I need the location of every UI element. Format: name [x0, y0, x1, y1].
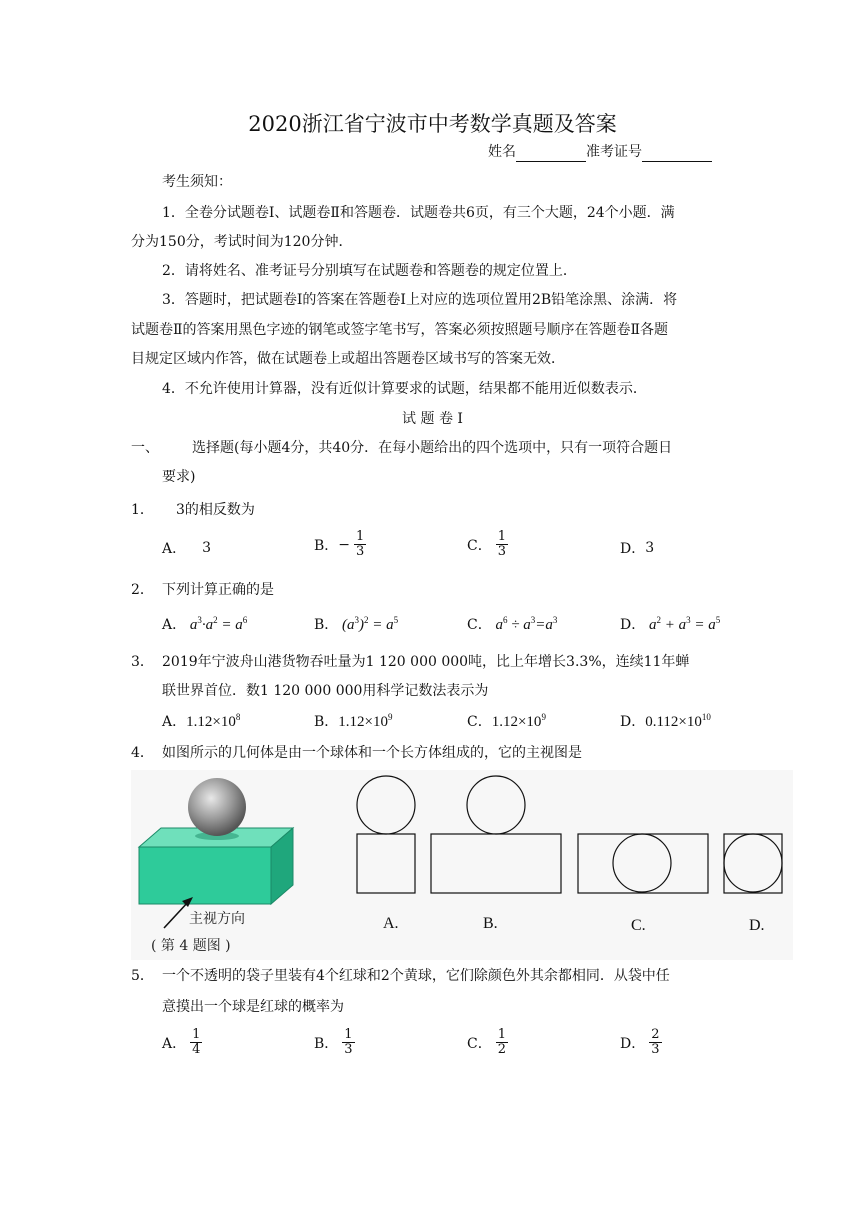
- option-c: [467, 711, 546, 731]
- option-label: B．: [314, 617, 339, 633]
- exponent: 8: [235, 711, 241, 722]
- option-b: [314, 1028, 355, 1057]
- option-value: [645, 712, 711, 731]
- direction-label: 主视方向: [189, 911, 245, 927]
- minus-sign: −: [338, 536, 351, 553]
- option-value: [492, 712, 546, 731]
- option-label: B．: [314, 1035, 339, 1052]
- option-c: [467, 530, 508, 559]
- option-b-label: B.: [483, 915, 498, 932]
- option-b: [314, 711, 393, 731]
- fraction: [354, 530, 366, 559]
- denominator: 3: [356, 544, 365, 559]
- option-label: C．: [467, 617, 492, 633]
- denominator: 2: [497, 1042, 506, 1057]
- option-a: [162, 711, 240, 731]
- option-d: [620, 1028, 662, 1057]
- exponent: 9: [388, 711, 393, 722]
- option-a: [162, 614, 247, 634]
- question-stem: 一个不透明的袋子里装有4个红球和2个黄球，它们除颜色外其余都相同．从袋中任: [162, 968, 670, 984]
- option-c: [467, 614, 557, 634]
- option-value: 3: [202, 540, 212, 556]
- option-label: B．: [314, 537, 339, 554]
- option-a: [162, 1028, 202, 1057]
- base: 1.12×10: [338, 713, 389, 730]
- name-blank: [516, 147, 586, 162]
- notice-line: 试题卷Ⅱ的答案用黑色字迹的钢笔或签字笔书写，答案必须按照题号顺序在答题卷Ⅱ各题: [131, 322, 669, 338]
- page-title: 2020浙江省宁波市中考数学真题及答案: [248, 112, 617, 136]
- id-label: 准考证号: [586, 144, 642, 160]
- denominator: 3: [651, 1042, 660, 1057]
- notice-line: 3．答题时，把试题卷Ⅰ的答案在答题卷Ⅰ上对应的选项位置用2B铅笔涂黑、涂满．将: [162, 292, 678, 308]
- fraction: [496, 1028, 508, 1057]
- question-stem: 2019年宁波舟山港货物吞吐量为1 120 000 000吨，比上年增长3.3%，连续11年蝉: [162, 654, 690, 670]
- notice-line: 分为150分，考试时间为120分钟．: [131, 234, 353, 250]
- option-a: [162, 538, 211, 558]
- base: 0.112×10: [645, 713, 702, 730]
- question-number: 4．: [131, 745, 154, 761]
- option-d: [620, 538, 654, 558]
- option-c: [467, 1028, 508, 1057]
- base: 1.12×10: [186, 713, 236, 730]
- fraction: [190, 1028, 202, 1057]
- option-label: A．: [162, 714, 187, 730]
- numerator: 1: [356, 529, 365, 544]
- option-c-label: C.: [631, 917, 646, 934]
- option-value: [338, 712, 392, 731]
- name-label: 姓名: [488, 144, 516, 160]
- fraction: [342, 1028, 354, 1057]
- option-label: A．: [162, 617, 187, 633]
- question-number: 2．: [131, 582, 154, 598]
- box-front-face: [139, 847, 271, 904]
- math-expression: $a^3\cdot a^2 = a^6$: [186, 614, 248, 633]
- option-value: [186, 712, 240, 731]
- option-value: 3: [645, 540, 655, 556]
- numerator: 1: [344, 1027, 353, 1042]
- option-label: C．: [467, 714, 492, 730]
- question-number: 5．: [131, 968, 154, 984]
- part-number: 一、: [131, 440, 159, 456]
- option-b: [314, 614, 398, 634]
- section-title: 试 题 卷 Ⅰ: [402, 411, 463, 427]
- option-d: [620, 614, 720, 634]
- option-d: [620, 711, 711, 731]
- candidate-info: [488, 142, 712, 162]
- question-stem: 联世界首位．数1 120 000 000用科学记数法表示为: [162, 683, 489, 699]
- numerator: 2: [651, 1027, 660, 1042]
- base: 1.12×10: [491, 713, 542, 730]
- sphere: [188, 778, 246, 836]
- option-a-label: A.: [383, 915, 399, 932]
- math-expression: $(a^3)^2 = a^5$: [338, 614, 399, 633]
- notice-line: 1．全卷分试题卷Ⅰ、试题卷Ⅱ和答题卷．试题卷共6页，有三个大题，24个小题．满: [162, 205, 675, 221]
- notice-heading: 考生须知：: [162, 174, 232, 190]
- question-number: 1．: [131, 502, 154, 518]
- option-label: A．: [162, 1035, 187, 1052]
- question-stem: 意摸出一个球是红球的概率为: [162, 999, 344, 1015]
- option-label: A．: [162, 541, 187, 557]
- numerator: 1: [497, 529, 506, 544]
- option-label: D．: [620, 714, 646, 730]
- option-b: [314, 530, 366, 559]
- figure-q4: [131, 770, 793, 960]
- math-expression: $a^2 + a^3 = a^5$: [645, 614, 721, 633]
- geometry-figure: [131, 770, 793, 960]
- question-stem: 如图所示的几何体是由一个球体和一个长方体组成的，它的主视图是: [162, 745, 582, 761]
- option-d-label: D.: [749, 917, 765, 934]
- option-label: D．: [620, 617, 646, 633]
- id-blank: [642, 147, 712, 162]
- denominator: 4: [192, 1042, 201, 1057]
- question-number: 3．: [131, 654, 154, 670]
- exponent: 10: [701, 711, 711, 722]
- math-expression: $a^6 \div a^3=a^3$: [491, 614, 558, 633]
- fraction: [496, 530, 508, 559]
- figure-caption: ( 第 4 题图 ): [151, 938, 231, 954]
- part-instruction: 要求): [162, 469, 196, 485]
- question-stem: 下列计算正确的是: [162, 582, 274, 598]
- notice-line: 目规定区域内作答，做在试题卷上或超出答题卷区域书写的答案无效．: [131, 351, 565, 367]
- denominator: 3: [497, 544, 506, 559]
- numerator: 1: [497, 1027, 506, 1042]
- notice-line: 4．不允许使用计算器，没有近似计算要求的试题，结果都不能用近似数表示．: [162, 381, 647, 397]
- numerator: 1: [192, 1027, 201, 1042]
- notice-line: 2．请将姓名、准考证号分别填写在试题卷和答题卷的规定位置上．: [162, 263, 577, 279]
- option-label: B．: [314, 714, 339, 730]
- option-label: D．: [620, 1035, 646, 1052]
- option-label: C．: [467, 1035, 492, 1052]
- exponent: 9: [541, 711, 546, 722]
- denominator: 3: [344, 1042, 353, 1057]
- option-label: C．: [467, 537, 492, 554]
- question-stem: 3的相反数为: [176, 502, 255, 518]
- fraction: [649, 1028, 661, 1057]
- part-instruction: 选择题(每小题4分，共40分．在每小题给出的四个选项中，只有一项符合题日: [192, 440, 673, 456]
- option-label: D．: [620, 541, 646, 557]
